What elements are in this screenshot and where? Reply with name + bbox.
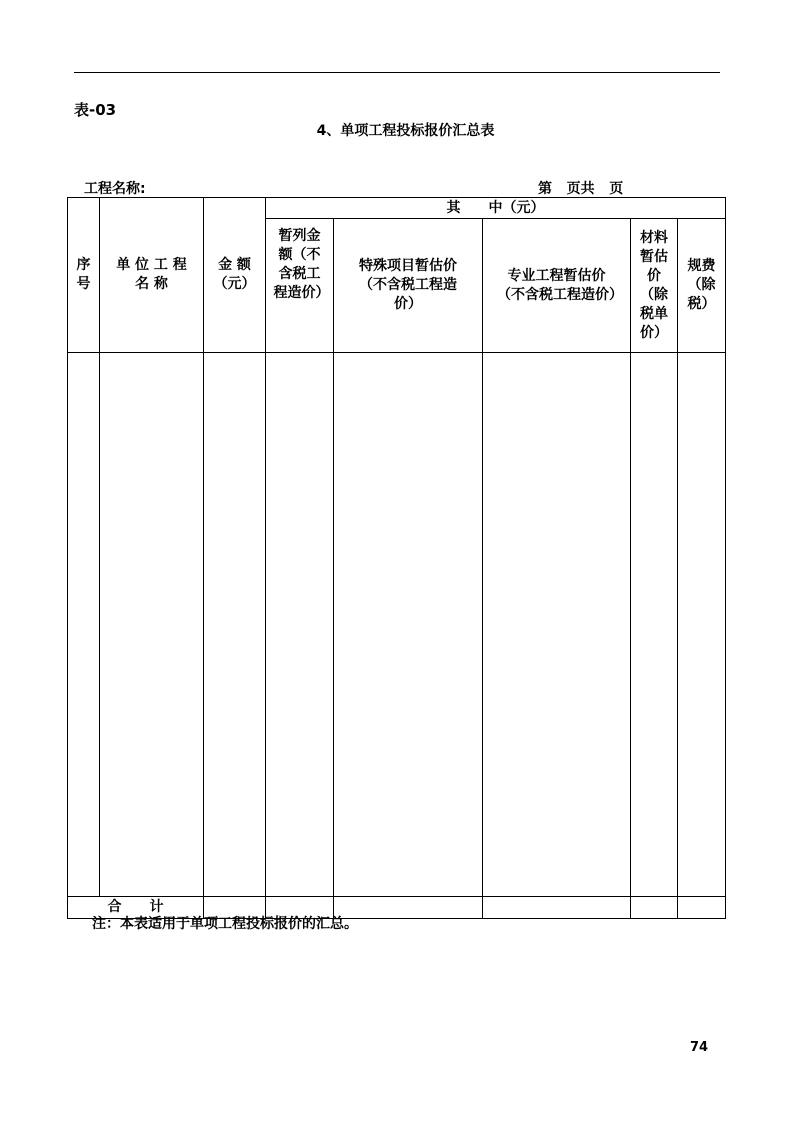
top-rule xyxy=(74,72,720,73)
page-number: 74 xyxy=(690,1040,709,1055)
footer-note: 注：本表适用于单项工程投标报价的汇总。 xyxy=(92,916,358,932)
header-fees-label: 规费（除税） xyxy=(687,258,716,312)
table-id: 表-03 xyxy=(74,101,117,119)
header-amount-label: 金 额（元） xyxy=(213,257,256,292)
header-cell-professional xyxy=(483,219,631,353)
body-cell xyxy=(631,353,678,897)
body-cell xyxy=(100,353,204,897)
page-info: 第 页共 页 xyxy=(538,181,624,197)
header-provisional-label: 暂列金额（不含税工程造价） xyxy=(273,228,330,301)
header-cell-special xyxy=(334,219,483,353)
header-professional-label: 专业工程暂估价（不含税工程造价） xyxy=(497,267,623,303)
header-group-label: 其 中（元） xyxy=(446,199,545,216)
header-seq-label: 序号 xyxy=(76,257,91,292)
header-special-label: 特殊项目暂估价（不含税工程造价） xyxy=(359,258,457,312)
body-cell xyxy=(334,353,483,897)
body-cell xyxy=(68,353,100,897)
body-cell xyxy=(204,353,266,897)
body-cell xyxy=(678,353,726,897)
table-body-row xyxy=(68,353,726,897)
header-cell-fees xyxy=(678,219,726,353)
header-cell-material xyxy=(631,219,678,353)
total-cell xyxy=(631,897,678,919)
header-cell-amount xyxy=(204,198,266,353)
body-cell xyxy=(483,353,631,897)
header-cell-unit-name xyxy=(100,198,204,353)
header-cell-provisional xyxy=(266,219,334,353)
summary-table xyxy=(67,197,726,919)
total-label: 合 计 xyxy=(107,899,164,915)
header-cell-seq xyxy=(68,198,100,353)
total-cell xyxy=(678,897,726,919)
header-row-group xyxy=(68,198,726,219)
project-name-label: 工程名称: xyxy=(84,181,146,197)
header-material-label: 材料暂估价（除税单价） xyxy=(640,229,668,341)
page-title: 4、单项工程投标报价汇总表 xyxy=(316,123,495,139)
total-cell xyxy=(483,897,631,919)
header-unit-name-label: 单 位 工 程 名 称 xyxy=(116,257,192,292)
body-cell xyxy=(266,353,334,897)
header-cell-group xyxy=(266,198,726,219)
